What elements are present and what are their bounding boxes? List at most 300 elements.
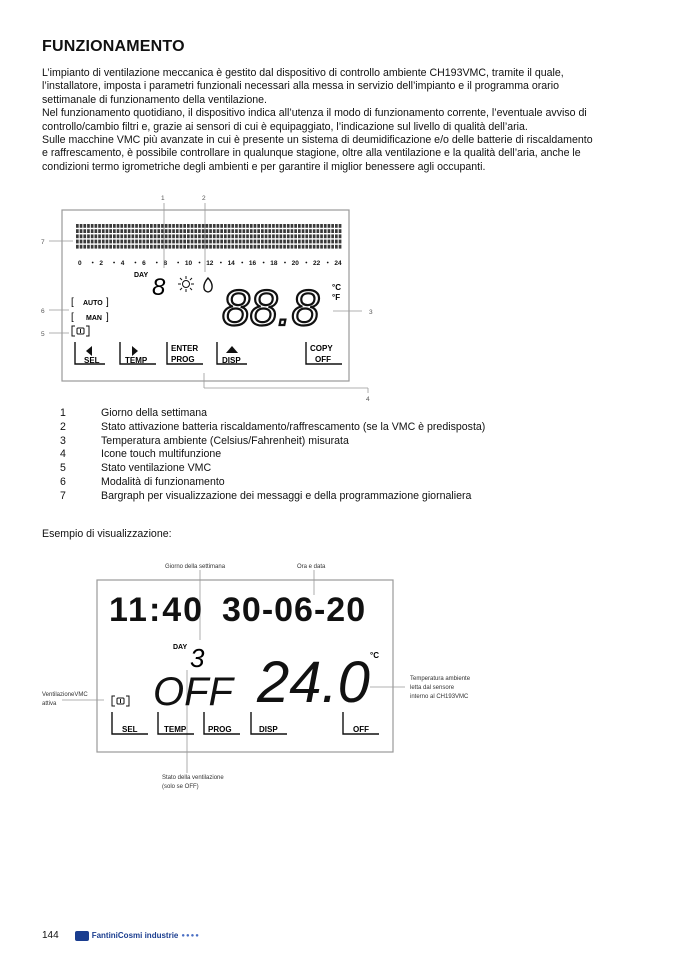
bargraph-cell — [283, 245, 286, 249]
bargraph-cell — [235, 240, 238, 244]
bargraph-cell — [243, 234, 246, 238]
bargraph-cell — [261, 224, 264, 228]
hour-tick-label: 14 — [227, 260, 235, 267]
bargraph-cell — [102, 245, 105, 249]
bargraph-cell — [287, 229, 290, 233]
legend-item — [60, 448, 485, 462]
hour-tick-dot — [92, 262, 94, 264]
bargraph-cell — [120, 240, 123, 244]
bargraph-cell — [113, 224, 116, 228]
bargraph-cell — [280, 224, 283, 228]
bargraph-cell — [180, 224, 183, 228]
bargraph-cell — [324, 245, 327, 249]
bargraph-cell — [139, 245, 142, 249]
bargraph-cell — [331, 245, 334, 249]
bargraph-cell — [135, 229, 138, 233]
bargraph-cell — [150, 240, 153, 244]
bargraph-cell — [194, 240, 197, 244]
bargraph-cell — [98, 224, 101, 228]
annotation-state-line: Stato della ventilazione — [162, 775, 224, 781]
intro-line: condizioni termo igrometriche degli ambienti e per garantire il miglior benessere agli occupanti. — [42, 160, 486, 173]
disp-button[interactable] — [251, 712, 287, 734]
bargraph-cell — [328, 229, 331, 233]
intro-line: Sulle macchine VMC più avanzate in cui è presente un sistema di deumidificazione e/o delle batterie di riscaldamento — [42, 134, 593, 147]
bargraph-cell — [254, 234, 257, 238]
bargraph-cell — [313, 240, 316, 244]
prog-label: PROG — [208, 725, 232, 734]
flame-icon — [204, 278, 212, 292]
bargraph-cell — [317, 240, 320, 244]
bargraph-cell — [83, 245, 86, 249]
bargraph-cell — [239, 224, 242, 228]
bargraph-cell — [309, 234, 312, 238]
intro-line: e raffrescamento, è possibile controllare in qualunque stagione, oltre alla ventilazione e la qualità dell’aria, anche le — [42, 147, 581, 160]
bargraph-cell — [106, 234, 109, 238]
bargraph-cell — [261, 245, 264, 249]
bargraph-cell — [339, 240, 342, 244]
hour-tick-dot — [156, 262, 158, 264]
bargraph-cell — [87, 245, 90, 249]
bargraph-cell — [124, 240, 127, 244]
bargraph-cell — [87, 224, 90, 228]
bargraph-cell — [106, 240, 109, 244]
legend-item — [60, 421, 485, 435]
bargraph-cell — [80, 234, 83, 238]
enter-prog-button[interactable] — [167, 342, 203, 364]
svg-text:[: [ — [71, 297, 74, 308]
bargraph-cell — [76, 229, 79, 233]
bargraph-cell — [161, 245, 164, 249]
bargraph-cell — [80, 245, 83, 249]
temp-button[interactable] — [158, 712, 194, 734]
bargraph-cell — [124, 245, 127, 249]
bargraph-cell — [109, 240, 112, 244]
hour-tick-dot — [284, 262, 286, 264]
bargraph-cell — [83, 234, 86, 238]
bargraph-cell — [161, 234, 164, 238]
legend-number: 5 — [60, 462, 66, 475]
legend-text: Stato ventilazione VMC — [101, 462, 212, 475]
bargraph-cell — [280, 234, 283, 238]
disp-button[interactable] — [217, 342, 247, 365]
bargraph-cell — [339, 229, 342, 233]
bargraph-cell — [283, 240, 286, 244]
svg-text:]: ] — [106, 297, 109, 308]
legend-number: 1 — [60, 407, 66, 419]
bargraph-cell — [213, 245, 216, 249]
bargraph-cell — [302, 240, 305, 244]
hour-tick-label: 10 — [184, 260, 193, 267]
bargraph-cell — [265, 240, 268, 244]
bargraph-cell — [291, 229, 294, 233]
bargraph-cell — [217, 229, 220, 233]
sel-label: SEL — [84, 356, 100, 365]
bargraph-cell — [132, 234, 135, 238]
example-label: Esempio di visualizzazione: — [42, 528, 172, 540]
bargraph-cell — [243, 240, 246, 244]
bargraph-cell — [317, 229, 320, 233]
callout-7: 7 — [41, 239, 45, 246]
bargraph-cell — [191, 229, 194, 233]
off-button[interactable] — [343, 712, 379, 734]
intro-line: Nel funzionamento quotidiano, il dispositivo indica all’utenza il modo di funzionamento corrente, l’eventuale avviso di — [42, 107, 587, 120]
company-logo — [75, 931, 200, 941]
bargraph-cell — [135, 234, 138, 238]
bargraph-cell — [191, 245, 194, 249]
bargraph-cell — [187, 240, 190, 244]
bargraph-cell — [150, 224, 153, 228]
bargraph-cell — [220, 245, 223, 249]
bargraph-cell — [231, 224, 234, 228]
bargraph-cell — [128, 224, 131, 228]
bargraph-cell — [268, 224, 271, 228]
bargraph-cell — [272, 240, 275, 244]
bargraph-cell — [220, 240, 223, 244]
bargraph-cell — [235, 224, 238, 228]
bargraph-cell — [331, 229, 334, 233]
bargraph-cell — [95, 234, 98, 238]
intro-line: settimanale di funzionamento della ventilazione. — [42, 93, 267, 106]
bargraph-cell — [191, 224, 194, 228]
bargraph-cell — [291, 245, 294, 249]
page-number: 144 — [42, 930, 59, 941]
bargraph-cell — [113, 234, 116, 238]
bargraph-cell — [183, 224, 186, 228]
bargraph-cell — [169, 240, 172, 244]
unit-fahrenheit: °F — [332, 293, 341, 302]
bargraph-cell — [298, 245, 301, 249]
bargraph-cell — [98, 234, 101, 238]
bargraph-cell — [294, 229, 297, 233]
bargraph-cell — [135, 224, 138, 228]
bargraph-cell — [280, 245, 283, 249]
bargraph-cell — [265, 245, 268, 249]
legend-number: 4 — [60, 448, 66, 461]
bargraph-cell — [102, 234, 105, 238]
bargraph-cell — [169, 224, 172, 228]
bargraph-cell — [202, 245, 205, 249]
bargraph-cell — [283, 224, 286, 228]
bargraph-cell — [235, 245, 238, 249]
bargraph-cell — [246, 229, 249, 233]
disp-label: DISP — [222, 356, 241, 365]
bargraph-cell — [302, 245, 305, 249]
bargraph-cell — [109, 245, 112, 249]
legend-number: 3 — [60, 434, 66, 447]
hour-tick-dot — [241, 262, 243, 264]
bargraph-cell — [154, 229, 157, 233]
bargraph-cell — [228, 240, 231, 244]
right-arrow-icon — [132, 346, 138, 356]
bargraph-cell — [169, 245, 172, 249]
example-diagram — [0, 555, 678, 805]
bargraph-cell — [324, 240, 327, 244]
bargraph-cell — [305, 229, 308, 233]
bargraph-cell — [298, 224, 301, 228]
temperature-readout: 24.0 — [257, 650, 370, 715]
ventilation-icon — [72, 326, 89, 336]
bargraph-cell — [98, 245, 101, 249]
bargraph-cell — [302, 234, 305, 238]
temp-button[interactable] — [120, 342, 156, 365]
bargraph-cell — [176, 240, 179, 244]
bargraph — [76, 224, 341, 249]
bargraph-cell — [80, 240, 83, 244]
bargraph-cell — [128, 234, 131, 238]
bargraph-cell — [132, 240, 135, 244]
bargraph-cell — [202, 229, 205, 233]
bargraph-cell — [283, 229, 286, 233]
legend-text: Giorno della settimana — [101, 407, 207, 419]
bargraph-cell — [202, 234, 205, 238]
bargraph-cell — [250, 234, 253, 238]
bargraph-cell — [87, 229, 90, 233]
bargraph-cell — [246, 240, 249, 244]
bargraph-cell — [280, 229, 283, 233]
bargraph-cell — [128, 245, 131, 249]
bargraph-cell — [206, 245, 209, 249]
bargraph-cell — [109, 224, 112, 228]
bargraph-cell — [83, 229, 86, 233]
bargraph-cell — [172, 245, 175, 249]
bargraph-cell — [83, 224, 86, 228]
bargraph-cell — [80, 229, 83, 233]
bargraph-cell — [198, 234, 201, 238]
bargraph-cell — [91, 234, 94, 238]
bargraph-cell — [169, 229, 172, 233]
hour-tick-dot — [263, 262, 265, 264]
callout-4: 4 — [366, 396, 370, 403]
copy-off-button[interactable] — [306, 342, 342, 364]
hour-tick-dot — [220, 262, 222, 264]
hour-tick-label: 6 — [142, 260, 146, 267]
bargraph-cell — [217, 245, 220, 249]
bargraph-cell — [324, 229, 327, 233]
bargraph-cell — [294, 245, 297, 249]
intro-line: l’installatore, imposta i parametri funzionali necessari alla messa in servizio dell’impianto e il programma orario — [42, 80, 559, 93]
annotation-vent-line: attiva — [42, 701, 57, 707]
svg-text:[: [ — [71, 312, 74, 323]
bargraph-cell — [309, 229, 312, 233]
bargraph-cell — [254, 245, 257, 249]
bargraph-cell — [220, 234, 223, 238]
hour-tick-label: 16 — [248, 260, 257, 267]
bargraph-cell — [246, 224, 249, 228]
temp-label: TEMP — [125, 356, 148, 365]
bargraph-cell — [324, 234, 327, 238]
bargraph-cell — [291, 224, 294, 228]
heat-cool-icon — [178, 276, 194, 292]
bargraph-cell — [124, 234, 127, 238]
hour-tick-label: 2 — [99, 260, 103, 267]
bargraph-cell — [194, 234, 197, 238]
bargraph-cell — [254, 224, 257, 228]
bargraph-cell — [161, 240, 164, 244]
bargraph-cell — [198, 245, 201, 249]
bargraph-cell — [124, 224, 127, 228]
bargraph-cell — [206, 234, 209, 238]
intro-line: L’impianto di ventilazione meccanica è gestito dal dispositivo di controllo ambiente CH193VMC, tramite il quale, — [42, 67, 564, 79]
bargraph-cell — [128, 229, 131, 233]
off-label: OFF — [315, 355, 331, 364]
legend-text: Temperatura ambiente (Celsius/Fahrenheit) misurata — [101, 434, 349, 447]
bargraph-cell — [328, 240, 331, 244]
bargraph-cell — [239, 234, 242, 238]
sel-button[interactable] — [75, 342, 105, 365]
bargraph-cell — [257, 245, 260, 249]
bargraph-cell — [231, 234, 234, 238]
page-footer — [42, 930, 200, 941]
bargraph-cell — [254, 229, 257, 233]
bargraph-cell — [139, 240, 142, 244]
bargraph-cell — [331, 234, 334, 238]
bargraph-cell — [309, 224, 312, 228]
bargraph-cell — [120, 234, 123, 238]
bargraph-cell — [157, 224, 160, 228]
date-readout: 30-06-20 — [222, 591, 367, 629]
bargraph-cell — [268, 229, 271, 233]
bargraph-cell — [272, 245, 275, 249]
bargraph-cell — [187, 224, 190, 228]
bargraph-cell — [224, 245, 227, 249]
bargraph-cell — [272, 224, 275, 228]
bargraph-cell — [209, 240, 212, 244]
bargraph-cell — [324, 224, 327, 228]
hour-tick-label: 24 — [334, 260, 342, 267]
bargraph-cell — [91, 224, 94, 228]
prog-button[interactable] — [204, 712, 240, 734]
bargraph-cell — [180, 245, 183, 249]
bargraph-cell — [261, 229, 264, 233]
bargraph-cell — [320, 229, 323, 233]
hour-tick-label: 18 — [270, 260, 278, 267]
logo-dots-icon: ●●●● — [181, 932, 200, 939]
unit-celsius: °C — [370, 651, 379, 660]
bargraph-cell — [291, 234, 294, 238]
bargraph-cell — [331, 224, 334, 228]
bargraph-cell — [294, 240, 297, 244]
bargraph-cell — [187, 229, 190, 233]
page-heading: FUNZIONAMENTO — [42, 38, 185, 55]
bargraph-cell — [176, 224, 179, 228]
bargraph-cell — [294, 234, 297, 238]
bargraph-cell — [283, 234, 286, 238]
bargraph-cell — [161, 229, 164, 233]
bargraph-cell — [280, 240, 283, 244]
bargraph-cell — [209, 224, 212, 228]
bargraph-cell — [220, 224, 223, 228]
hour-ticks — [78, 260, 342, 267]
bargraph-cell — [176, 229, 179, 233]
bargraph-cell — [294, 224, 297, 228]
bargraph-cell — [106, 245, 109, 249]
day-digit: 3 — [190, 643, 205, 673]
hour-tick-dot — [305, 262, 307, 264]
bargraph-cell — [176, 245, 179, 249]
bargraph-cell — [268, 234, 271, 238]
sel-label: SEL — [122, 725, 138, 734]
bargraph-cell — [217, 240, 220, 244]
bargraph-cell — [339, 224, 342, 228]
bargraph-cell — [265, 229, 268, 233]
bargraph-cell — [172, 224, 175, 228]
bargraph-cell — [209, 234, 212, 238]
bargraph-cell — [191, 240, 194, 244]
bargraph-cell — [150, 234, 153, 238]
bargraph-cell — [243, 229, 246, 233]
bargraph-cell — [95, 240, 98, 244]
bargraph-cell — [146, 240, 149, 244]
hour-tick-dot — [327, 262, 329, 264]
hour-tick-label: 12 — [206, 260, 214, 267]
bargraph-cell — [243, 245, 246, 249]
bargraph-cell — [257, 229, 260, 233]
bargraph-cell — [102, 224, 105, 228]
left-arrow-icon — [86, 346, 92, 356]
bargraph-cell — [180, 240, 183, 244]
bargraph-cell — [154, 234, 157, 238]
bargraph-cell — [143, 224, 146, 228]
bargraph-cell — [180, 234, 183, 238]
bargraph-cell — [250, 245, 253, 249]
bargraph-cell — [228, 234, 231, 238]
bargraph-cell — [235, 229, 238, 233]
bargraph-cell — [150, 245, 153, 249]
hour-tick-label: 8 — [163, 260, 168, 267]
legend-number: 6 — [60, 475, 66, 488]
bargraph-cell — [102, 240, 105, 244]
callout-1: 1 — [161, 195, 165, 202]
bargraph-cell — [328, 245, 331, 249]
bargraph-cell — [276, 245, 279, 249]
bargraph-cell — [150, 229, 153, 233]
bargraph-cell — [331, 240, 334, 244]
bargraph-cell — [154, 224, 157, 228]
legend-text: Stato attivazione batteria riscaldamento/raffrescamento (se la VMC è predisposta) — [101, 420, 486, 433]
ventilation-icon — [112, 696, 129, 706]
bargraph-cell — [239, 229, 242, 233]
bargraph-cell — [146, 229, 149, 233]
sel-button[interactable] — [112, 712, 148, 734]
bargraph-cell — [213, 240, 216, 244]
bargraph-cell — [224, 234, 227, 238]
bargraph-cell — [268, 240, 271, 244]
disp-label: DISP — [259, 725, 278, 734]
bargraph-cell — [95, 245, 98, 249]
bargraph-cell — [217, 224, 220, 228]
bargraph-cell — [76, 240, 79, 244]
callout-3: 3 — [369, 309, 373, 316]
bargraph-cell — [102, 229, 105, 233]
prog-label: PROG — [171, 355, 195, 364]
bargraph-cell — [157, 245, 160, 249]
bargraph-cell — [161, 224, 164, 228]
bargraph-cell — [250, 224, 253, 228]
bargraph-cell — [276, 224, 279, 228]
mode-auto — [71, 297, 109, 308]
bargraph-cell — [213, 234, 216, 238]
hour-tick-label: 4 — [120, 260, 125, 267]
bargraph-cell — [228, 224, 231, 228]
bargraph-cell — [276, 240, 279, 244]
bargraph-cell — [287, 245, 290, 249]
bargraph-cell — [272, 234, 275, 238]
bargraph-cell — [302, 229, 305, 233]
bargraph-cell — [113, 229, 116, 233]
bargraph-cell — [194, 224, 197, 228]
bargraph-cell — [172, 234, 175, 238]
bargraph-cell — [213, 224, 216, 228]
